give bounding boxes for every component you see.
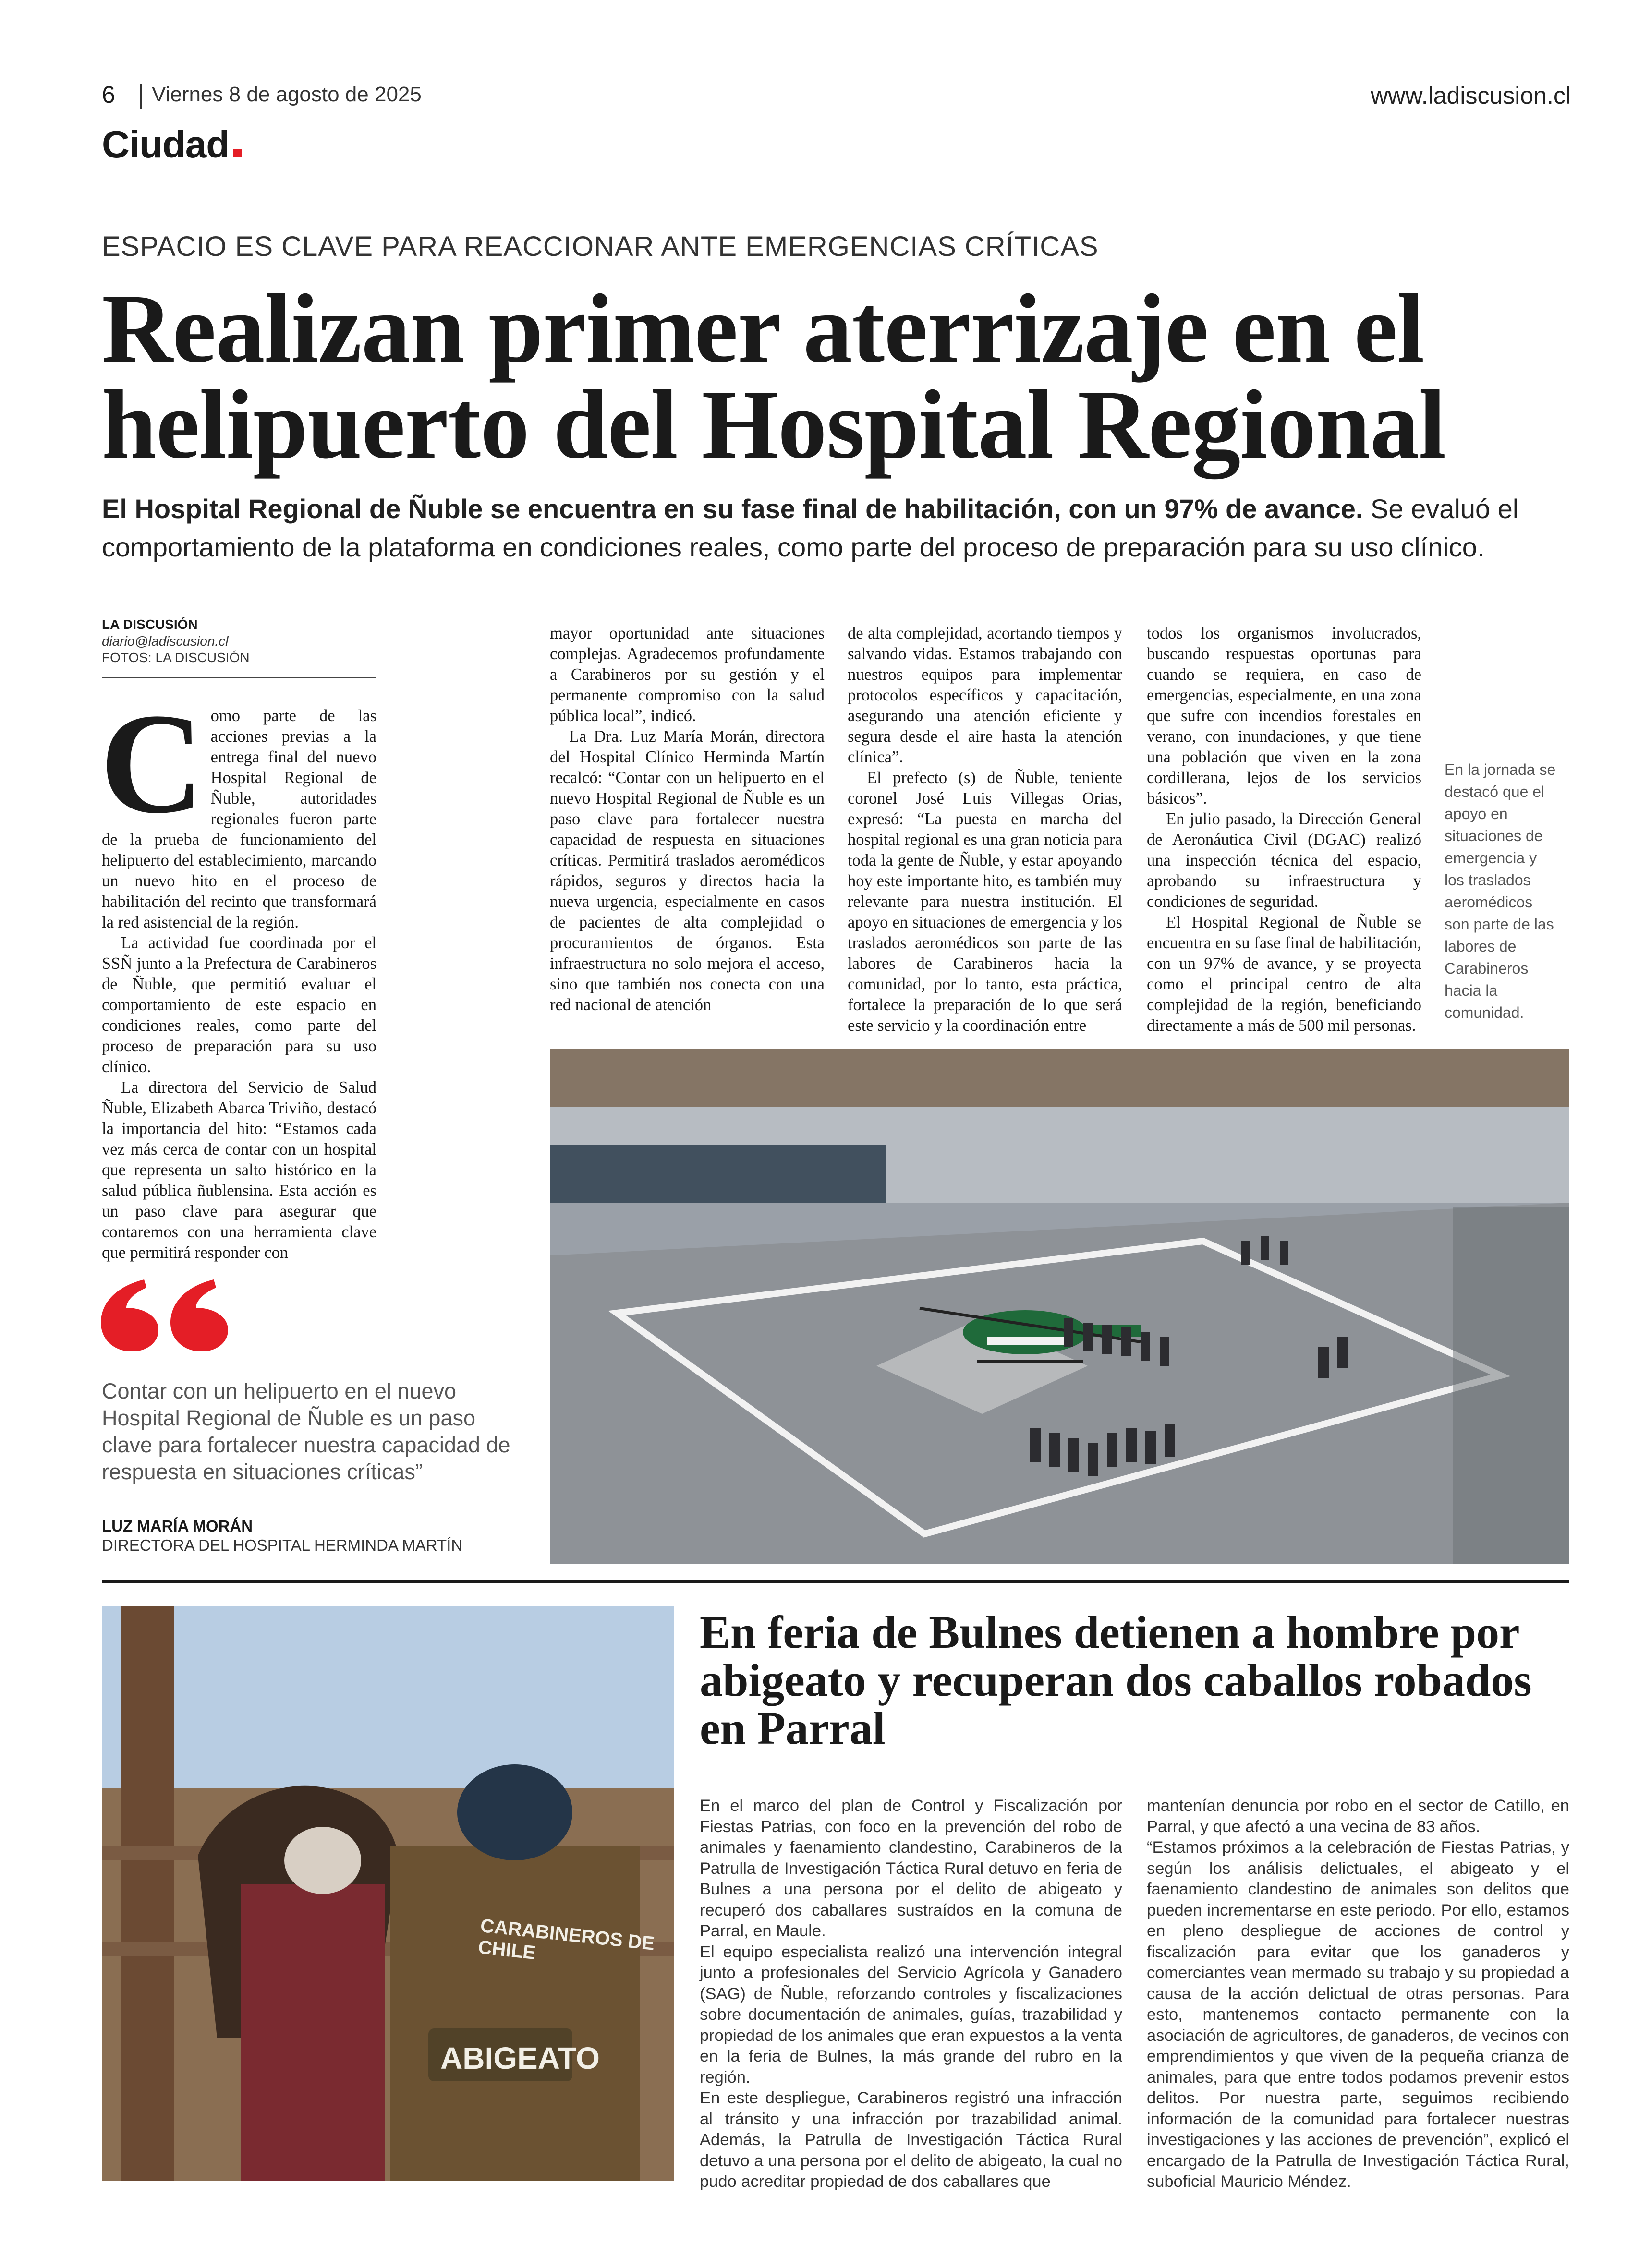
officer-head (457, 1764, 572, 1860)
fence-post (121, 1606, 174, 2181)
article2-paragraph: El equipo especialista realizó una intervención integral junto a profesionales del Servicio Agrícola y Ganadero (SAG) de Ñuble, reforzando controles y fiscalizaciones sobre documentación de animales, guías, trazabilidad y propiedad de los animales que eran expuestos a la venta en la feria de Bulnes, la más grande del rubro en la región. (700, 1942, 1122, 2087)
photo-caption: En la jornada se destacó que el apoyo en situaciones de emergencia y los traslados aeromédicos son parte de las labores de Carabineros hacia la comunidad. (1445, 761, 1556, 1021)
solar-panels (550, 1145, 886, 1203)
deck-bold: El Hospital Regional de Ñuble se encuentra en su fase final de habilitación, con un 97% de avance. (102, 494, 1363, 524)
helipad-illustration (550, 1049, 1569, 1564)
article-paragraph: El prefecto (s) de Ñuble, teniente coronel José Luis Villegas Orias, expresó: “La puesta en marcha del hospital regional es una gran noticia para toda la gente de Ñuble, y estar apoyando hoy este importante hito, es también muy relevante para nuestra institución. El apoyo en situaciones de emergencia y los traslados aeromédicos son parte de las labores de Carabineros hacia la comunidad, por lo tanto, esta práctica, fortalece la preparación de lo que será este servicio y la coordinación entre (848, 769, 1122, 1035)
page-number: 6 (102, 81, 115, 108)
pull-quote-role: DIRECTORA DEL HOSPITAL HERMINDA MARTÍN (102, 1536, 463, 1554)
section-dot-icon (233, 149, 242, 157)
article-deck (102, 490, 1571, 567)
article-column-2 (550, 623, 825, 1015)
drop-cap: C (100, 684, 204, 843)
article2-column-1 (700, 1796, 1122, 2193)
article2-headline: En feria de Bulnes detienen a hombre por abigeato y recuperan dos caballos robados en Parral (700, 1606, 1532, 1754)
quote-mark-icon (98, 1277, 233, 1354)
article-paragraph: todos los organismos involucrados, buscando respuestas oportunas para cuando se requiera, en caso de emergencias, especialmente, en una zona que sufre con incendios forestales en verano, con inundaciones, y que tiene una población que viven en la zona cordillerana, lejos de los servicios básicos”. (1147, 624, 1421, 808)
byline-name: LA DISCUSIÓN (102, 617, 198, 632)
issue-date: Viernes 8 de agosto de 2025 (152, 83, 422, 106)
article-kicker: ESPACIO ES CLAVE PARA REACCIONAR ANTE EMERGENCIAS CRÍTICAS (102, 231, 1099, 262)
pull-quote-text: Contar con un helipuerto en el nuevo Hospital Regional de Ñuble es un paso clave para fortalecer nuestra capacidad de respuesta en situaciones críticas” (102, 1379, 510, 1484)
officer-jacket (390, 1846, 640, 2181)
town-roofs (550, 1049, 1569, 1107)
website-link[interactable]: www.ladiscusion.cl (1371, 82, 1571, 109)
article2-paragraph: En este despliegue, Carabineros registró una infracción al tránsito y una infracción por trazabilidad animal. Además, la Patrulla de Investigación Táctica Rural detuvo a una persona por el delito de abigeato, la cual no pudo acreditar propiedad de dos caballares que (700, 2089, 1122, 2191)
article-column-1 (100, 684, 376, 1263)
jacket-top-text: CARABINEROS DE CHILE (477, 1915, 656, 1964)
article-paragraph: La directora del Servicio de Salud Ñuble, Elizabeth Abarca Triviño, destacó la importancia del hito: “Estamos cada vez más cerca de contar con un hospital que representa un salto histórico en la salud pública ñublensina. Esta acción es un paso clave para asegurar que contaremos con una herramienta clave que permitirá responder con (102, 1078, 376, 1262)
article-divider (102, 1580, 1569, 1583)
article-column-4 (1147, 623, 1421, 1036)
byline-email[interactable]: diario@ladiscusion.cl (102, 634, 229, 649)
jacket-patch-text: ABIGEATO (440, 2041, 600, 2075)
byline-photos: FOTOS: LA DISCUSIÓN (102, 650, 250, 665)
article2-column-2 (1147, 1796, 1569, 2193)
article-paragraph: mayor oportunidad ante situaciones complejas. Agradecemos profundamente a Carabineros por su gestión y el permanente compromiso con la salud pública local”, indicó. (550, 624, 825, 725)
article-column-3 (848, 623, 1122, 1036)
paragraph-text: omo parte de las acciones previas a la entrega final del nuevo Hospital Regional de Ñuble, autoridades regionales fueron parte de la prueba de funcionamiento del helipuerto del establecimiento, marcando un nuevo hito en el proceso de habilitación del recinto que transformará la red asistencial de la región. (102, 707, 376, 931)
fence (1453, 1207, 1569, 1564)
section-title (102, 122, 242, 167)
article-paragraph: El Hospital Regional de Ñuble se encuentra en su fase final de habilitación, con un 97% de avance, y se proyecta como el principal centro de alta complejidad de la región, beneficiando directamente a más de 500 mil personas. (1147, 913, 1421, 1035)
pull-quote-name: LUZ MARÍA MORÁN (102, 1517, 253, 1535)
article-headline: Realizan primer aterrizaje en el helipuerto del Hospital Regional (102, 274, 1446, 479)
helipad-photo (550, 1049, 1569, 1564)
header-separator (140, 84, 142, 109)
article-paragraph: La Dra. Luz María Morán, directora del Hospital Clínico Herminda Martín recalcó: “Contar con un helipuerto en el nuevo Hospital Regional de Ñuble es un paso clave para fortalecer nuestra capacidad de respuesta en situaciones críticas. Permitirá traslados aeromédicos rápidos, seguros y directos hacia la nueva urgencia, especialmente en casos de pacientes de alta complejidad o procuramientos de órganos. Esta infraestructura no solo mejora el acceso, sino que también nos conecta con una red nacional de atención (550, 727, 825, 1014)
article-paragraph: de alta complejidad, acortando tiempos y salvando vidas. Estamos trabajando con nuestros equipos para implementar protocolos específicos y capacitación, asegurando una atención eficiente y segura desde el aire hasta la atención clínica”. (848, 624, 1122, 766)
article-paragraph: La actividad fue coordinada por el SSÑ junto a la Prefectura de Carabineros de Ñuble, que permitió evaluar el comportamiento de este espacio en condiciones reales, como parte del proceso de preparación para su uso clínico. (102, 934, 376, 1076)
man-jacket (241, 1884, 385, 2181)
article2-paragraph: mantenían denuncia por robo en el sector de Catillo, en Parral, y que afectó a una vecina de 83 años. (1147, 1797, 1569, 1836)
man-head (284, 1827, 361, 1894)
abigeato-photo (102, 1606, 674, 2181)
article2-paragraph: “Estamos próximos a la celebración de Fiestas Patrias, y según los análisis delictuales, el abigeato y el faenamiento clandestino de animales son delitos que pueden incrementarse en este periodo. Por ello, estamos en pleno despliegue de acciones de control y fiscalización para evitar que los ganaderos y comerciantes vean mermado su trabajo y su propiedad a causa de la acción delictual de otras personas. Para esto, mantenemos contacto permanente con la asociación de agricultores, de ganaderos, de vecinos con emprendimientos y que viven de la pequeña crianza de animales, para que entre todos podamos prevenir estos delitos. Por nuestra parte, seguimos recibiendo información de la comunidad para fortalecer nuestras investigaciones y las acciones de prevención”, explicó el encargado de la Patrulla de Investigación Táctica Rural, suboficial Mauricio Méndez. (1147, 1838, 1569, 2191)
section-label: Ciudad (102, 123, 230, 166)
article-paragraph: En julio pasado, la Dirección General de Aeronáutica Civil (DGAC) realizó una inspección técnica del espacio, aprobando su infraestructura y condiciones de seguridad. (1147, 810, 1421, 911)
deck-rest: Se evaluó el comportamiento de la plataforma en condiciones reales, como parte del proceso de preparación para su uso clínico. (102, 494, 1519, 562)
article-paragraph (100, 684, 376, 933)
byline-rule (102, 677, 376, 678)
abigeato-illustration (102, 1606, 674, 2181)
article2-paragraph: En el marco del plan de Control y Fiscalización por Fiestas Patrias, con foco en la prevención del robo de animales y faenamiento clandestino, Carabineros de la Patrulla de Investigación Táctica Rural detuvo en feria de Bulnes a una persona por el delito de abigeato y recuperó dos caballares sustraídos en la comuna de Parral, en Maule. (700, 1797, 1122, 1940)
